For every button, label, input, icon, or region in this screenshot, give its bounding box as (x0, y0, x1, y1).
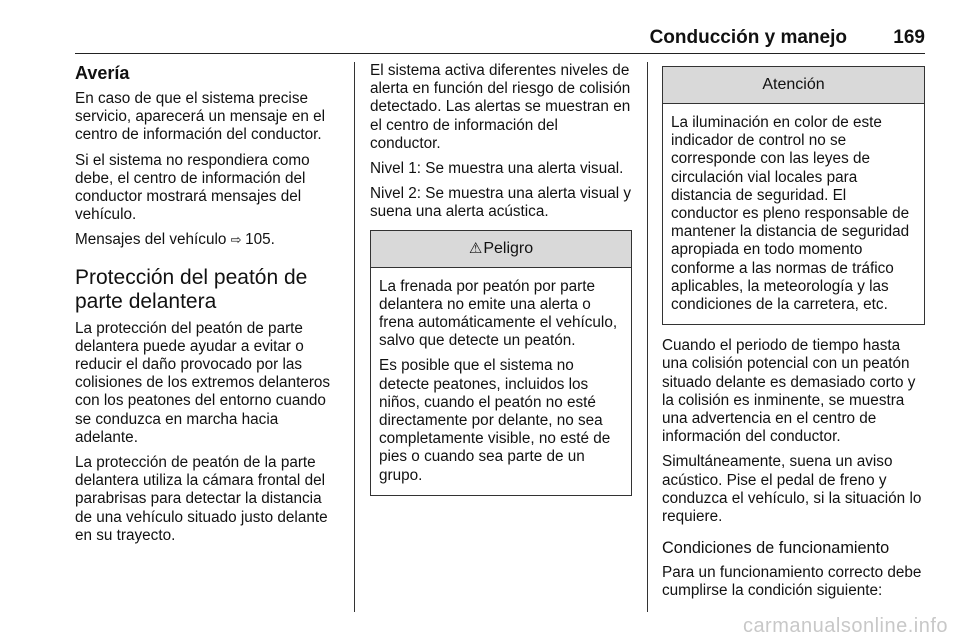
condiciones-paragraph: Para un funcionamiento correcto debe cumplirse la condición siguiente: (662, 564, 922, 600)
column-divider-2 (647, 62, 648, 612)
averia-paragraph-1: En caso de que el sistema precise servicio, aparecerá un mensaje en el centro de información del conductor. (75, 90, 325, 144)
column-3 (662, 62, 925, 608)
peligro-paragraph-2: Es posible que el sistema no detecte peatones, incluidos los niños, cuando el peatón no esté directamente por delante, no sea completamente visible, no esté de pies o cuando sea parte de un grupo. (379, 357, 611, 484)
atencion-box-header (663, 67, 924, 104)
peligro-title: Peligro (483, 239, 534, 257)
level-1-paragraph: Nivel 1: Se muestra una alerta visual. (370, 160, 624, 178)
warning-triangle-icon: ⚠ (468, 239, 483, 257)
peligro-paragraph-1: La frenada por peatón por parte delantera no emite una alerta o frena automáticamente el vehículo, salvo que detecte un peatón. (379, 277, 618, 350)
vehicle-messages-text: Mensajes del vehículo (75, 231, 231, 249)
peligro-box-body (371, 268, 631, 495)
vehicle-messages-link[interactable]: 105. (245, 231, 275, 249)
level-2-paragraph: Nivel 2: Se muestra una alerta visual y suena una alerta acústica. (370, 185, 632, 221)
condiciones-heading: Condiciones de funcionamiento (662, 539, 890, 558)
peligro-box-header (371, 231, 631, 268)
atencion-title: Atención (762, 76, 825, 93)
cross-reference-arrow-icon: ⇨ (230, 232, 246, 248)
averia-paragraph-2: Si el sistema no respondiera como debe, el centro de información del conductor mostrará mensajes del vehículo. (75, 151, 310, 224)
alert-levels-paragraph: El sistema activa diferentes niveles de alerta en función del riesgo de colisión detectado. Las alertas se muestran en el centro de información del conductor. (370, 62, 631, 152)
proteccion-heading: Protección del peatón de parte delantera (75, 265, 308, 313)
column-2 (370, 62, 632, 508)
column-divider-1 (354, 62, 355, 612)
page-number: 169 (893, 27, 925, 48)
watermark: carmanualsonline.info (742, 615, 948, 637)
section-title: Conducción y manejo (649, 27, 847, 48)
peligro-box (370, 230, 632, 496)
averia-heading: Avería (75, 63, 130, 83)
collision-warning-paragraph: Cuando el periodo de tiempo hasta una colisión potencial con un peatón situado delante es demasiado corto y la colisión es inminente, se muestra una advertencia en el centro de información del conductor. (662, 337, 916, 446)
acoustic-warning-paragraph: Simultáneamente, suena un aviso acústico. Pise el pedal de freno y conduzca el vehículo, si la situación lo requiere. (662, 453, 922, 526)
page-header (75, 27, 925, 54)
proteccion-paragraph-2: La protección de peatón de la parte delantera utiliza la cámara frontal del parabrisas para detectar la distancia de una vehículo situado justo delante en su trayecto. (75, 454, 328, 544)
atencion-box (662, 66, 925, 325)
averia-paragraph-3 (75, 231, 340, 249)
atencion-paragraph: La iluminación en color de este indicador de control no se corresponde con las leyes de circulación vial locales para distancia de seguridad. El conductor es pleno responsable de mantener la distancia de seguridad apropiada en todo momento conforme a las normas de tráfico aplicables, la meteorología y las condiciones de la carretera, etc. (671, 114, 910, 314)
proteccion-paragraph-1: La protección del peatón de parte delantera puede ayudar a evitar o reducir el daño provocado por las colisiones de los extremos delanteros con los peatones del entorno cuando se conduzca en marcha hacia adelante. (75, 319, 331, 446)
atencion-box-body (663, 104, 924, 324)
column-1 (75, 62, 340, 552)
